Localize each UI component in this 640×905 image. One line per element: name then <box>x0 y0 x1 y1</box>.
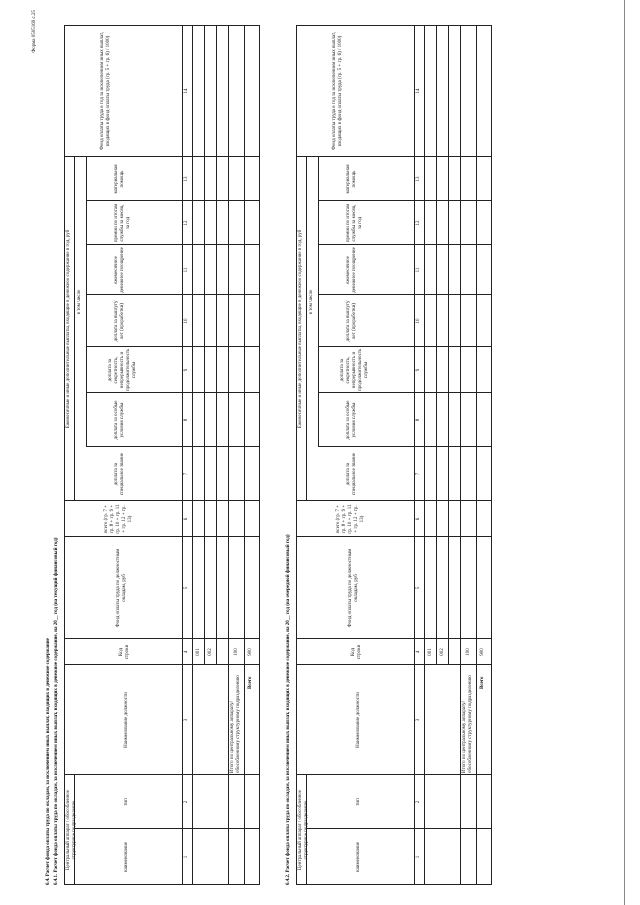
header-code: Код строки <box>119 644 130 660</box>
total-label: Всего <box>248 676 253 689</box>
header-allowances-group: Ежемесячные и иные дополнительные выплаты, входящие в денежное содержание в год, руб <box>66 229 71 429</box>
colnum-10: 10 <box>184 318 189 324</box>
header-total: всего (гр. 7 + гр. 8 + гр. 9 + гр. 10 + гр. 11 + гр. 12 + гр. 13) <box>104 504 133 534</box>
colnum-12: 12 <box>184 220 189 226</box>
colnum-14: 14 <box>416 88 421 94</box>
header-name: наименование <box>124 841 129 873</box>
colnum-7: 7 <box>416 472 421 476</box>
subtotal-label: Итого по центральному аппарату/ обособленному структурному подразделению <box>230 675 241 773</box>
header-col-13: материальная помощь <box>114 164 125 194</box>
header-col-10: доплата за выслугу лет (проработки) <box>346 300 357 342</box>
colnum-4: 4 <box>184 650 189 654</box>
colnum-13: 13 <box>416 176 421 182</box>
group-header: Центральный аппарат / обособленное структурное подразделение <box>298 789 309 871</box>
header-col-7: доплата за специальное звание <box>114 452 125 496</box>
colnum-7: 7 <box>184 472 189 476</box>
header-col-11: ежемесячное денежное поощрение <box>114 247 125 293</box>
colnum-9: 9 <box>184 368 189 372</box>
header-col-14: Фонд оплаты труда в год за исключением иных выплат, входящих в фонд оплаты труда (гр. 5 + гр. 6) / 1000) <box>100 31 111 151</box>
subtotal-code: 100 <box>234 648 239 656</box>
colnum-2: 2 <box>416 800 421 804</box>
colnum-5: 5 <box>416 586 421 590</box>
colnum-3: 3 <box>184 718 189 722</box>
header-code: Код строки <box>351 644 362 660</box>
colnum-11: 11 <box>184 267 189 273</box>
row-code-002: 002 <box>208 648 213 656</box>
colnum-1: 1 <box>184 855 189 859</box>
subtotal-code: 100 <box>466 648 471 656</box>
colnum-10: 10 <box>416 318 421 324</box>
subsection-1-title: 6.4.1. Расчет фонда оплаты труда по окладам, за исключением иных выплат, входящих в денежное содержание, на 20__ год (на текущий финансовый год) <box>54 537 59 885</box>
colnum-13: 13 <box>184 176 189 182</box>
colnum-9: 9 <box>416 368 421 372</box>
total-code: 900 <box>480 648 485 656</box>
colnum-8: 8 <box>184 418 189 422</box>
header-including: в том числе <box>77 289 82 315</box>
form-label: Форма 0505169 с.25 <box>32 10 37 53</box>
header-type: тип <box>356 798 361 806</box>
colnum-1: 1 <box>416 855 421 859</box>
row-code-002: 002 <box>440 648 445 656</box>
colnum-14: 14 <box>184 88 189 94</box>
colnum-6: 6 <box>416 517 421 521</box>
header-col-10: доплата за выслугу лет (проработки) <box>114 300 125 342</box>
header-col-9: доплата за секретность, непрерывность и продолжительность службы <box>108 348 137 391</box>
colnum-3: 3 <box>416 718 421 722</box>
total-code: 900 <box>248 648 253 656</box>
colnum-8: 8 <box>416 418 421 422</box>
fund-table-current-year <box>64 25 260 885</box>
subsection-2-title: 6.4.2. Расчет фонда оплаты труда по окладам, за исключением иных выплат, входящих в денежное содержание, на 20__ год (на очередной финансовый год) <box>286 534 291 885</box>
header-allowances-group: Ежемесячные и иные дополнительные выплаты, входящие в денежное содержание в год, руб <box>298 229 303 429</box>
scan-edge-divider <box>624 0 625 905</box>
subtotal-label: Итого по центральному аппарату/ обособленному структурному подразделению <box>462 675 473 773</box>
header-position: Наименование должности <box>124 692 129 748</box>
header-col-12: премии по итогам службы за месяц, за год <box>346 203 363 243</box>
fund-table-next-year <box>296 25 492 885</box>
header-col-11: ежемесячное денежное поощрение <box>346 247 357 293</box>
colnum-12: 12 <box>416 220 421 226</box>
colnum-2: 2 <box>184 800 189 804</box>
header-col-8: доплата за особые условия службы <box>346 400 357 440</box>
header-col-12: премии по итогам службы за месяц, за год <box>114 203 131 243</box>
section-title: 6.4. Расчет фонда оплаты труда по окладам, за исключением иных выплат, входящих в денежное содержание <box>46 638 51 885</box>
colnum-5: 5 <box>184 586 189 590</box>
row-code-001: 001 <box>428 648 433 656</box>
header-type: тип <box>124 798 129 806</box>
row-code-001: 001 <box>196 648 201 656</box>
colnum-6: 6 <box>184 517 189 521</box>
header-fund-salary: Фонд оплаты труда по должностным окладам, руб <box>116 548 127 628</box>
total-label: Всего <box>480 676 485 689</box>
group-header: Центральный аппарат / обособленное структурное подразделение <box>66 789 77 871</box>
header-total: всего (гр. 7 + гр. 8 + гр. 9 + гр. 10 + гр. 11 + гр. 12 + гр. 13) <box>336 504 365 534</box>
colnum-4: 4 <box>416 650 421 654</box>
header-col-7: доплата за специальное звание <box>346 452 357 496</box>
header-name: наименование <box>356 841 361 873</box>
header-col-14: Фонд оплаты труда в год за исключением иных выплат, входящих в фонд оплаты труда (гр. 5 + гр. 6) / 1000) <box>332 31 343 151</box>
header-col-8: доплата за особые условия службы <box>114 400 125 440</box>
header-position: Наименование должности <box>356 692 361 748</box>
colnum-11: 11 <box>416 267 421 273</box>
header-fund-salary: Фонд оплаты труда по должностным окладам, руб <box>348 548 359 628</box>
header-including: в том числе <box>309 289 314 315</box>
header-col-13: материальная помощь <box>346 164 357 194</box>
header-col-9: доплата за секретность, непрерывность и продолжительность службы <box>340 348 369 391</box>
